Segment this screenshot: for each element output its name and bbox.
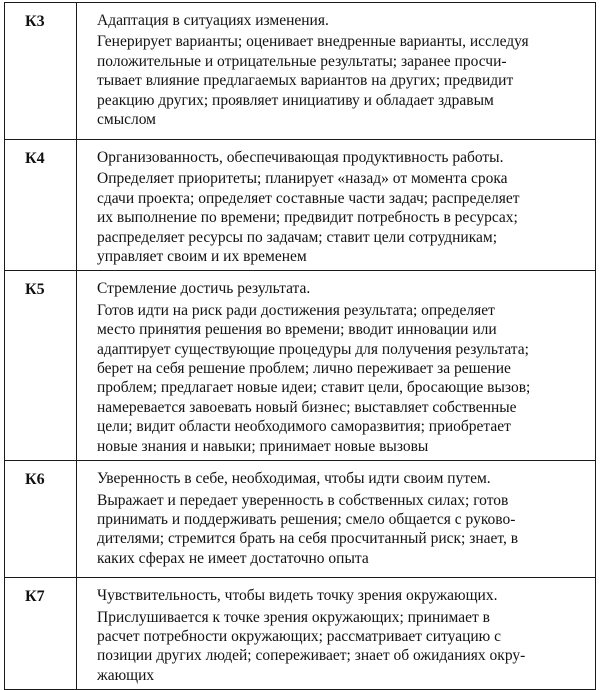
description-line: управляет своим и их временем: [97, 248, 307, 266]
competency-text: [77, 578, 596, 690]
description-line: адаптирует существующие процедуры для получения результата;: [97, 340, 529, 358]
description-line: новые знания и навыки; принимает новые вызовы: [97, 437, 429, 455]
description-line: проблем; предлагает новые идеи; ставит цели, бросающие вызов;: [97, 379, 531, 397]
competency-table: [4, 2, 596, 690]
competency-code: К5: [5, 271, 77, 461]
competency-text: [77, 271, 596, 461]
description-line: берет на себя решение проблем; лично переживает за решение: [97, 360, 511, 378]
description-line: Готов идти на риск ради достижения результата; определяет: [97, 301, 495, 319]
competency-heading: Чувствительность, чтобы видеть точку зрения окружающих.: [97, 587, 498, 605]
table-row: [5, 271, 596, 461]
description-line: Выражает и передает уверенность в собственных силах; готов: [97, 491, 509, 509]
table-row: [5, 140, 596, 271]
competency-code: К7: [5, 578, 77, 690]
table-row: [5, 3, 596, 140]
description-line: место принятия решения во времени; вводит инновации или: [97, 321, 497, 339]
competency-heading: Организованность, обеспечивающая продуктивность работы.: [97, 149, 504, 166]
description-line: позиции других людей; сопереживает; знает об ожиданиях окру-: [97, 647, 526, 665]
competency-code: К4: [5, 140, 77, 271]
competency-description: [97, 32, 587, 129]
description-line: Генерирует варианты; оценивает внедренные варианты, исследуя: [97, 33, 529, 51]
description-line: смыслом: [97, 111, 156, 129]
competency-description: [97, 169, 587, 266]
description-line: их выполнение по времени; предвидит потребность в ресурсах;: [97, 209, 518, 227]
description-line: положительные и отрицательные результаты; заранее просчи-: [97, 52, 507, 70]
description-line: цели; видит области необходимого саморазвития; приобретает: [97, 418, 511, 436]
description-line: Прислушивается к точке зрения окружающих; принимает в: [97, 608, 490, 626]
table-row: [5, 461, 596, 578]
competency-heading: Адаптация в ситуациях изменения.: [97, 12, 329, 29]
description-line: распределяет ресурсы по задачам; ставит цели сотрудникам;: [97, 228, 498, 246]
description-line: каких сферах не имеет достаточно опыта: [97, 549, 369, 567]
description-line: дителями; стремится брать на себя просчитанный риск; знает, в: [97, 530, 519, 548]
competency-code: К3: [5, 3, 77, 140]
competency-text: [77, 461, 596, 578]
description-line: реакцию других; проявляет инициативу и обладает здравым: [97, 91, 494, 109]
description-line: расчет потребности окружающих; рассматривает ситуацию с: [97, 627, 501, 645]
description-line: Определяет приоритеты; планирует «назад» от момента срока: [97, 170, 508, 188]
competency-text: [77, 140, 596, 271]
description-line: принимать и поддерживать решения; смело общается с руково-: [97, 510, 516, 528]
competency-description: [97, 491, 587, 569]
description-line: тывает влияние предлагаемых вариантов на других; предвидит: [97, 72, 514, 90]
competency-description: [97, 301, 587, 456]
competency-description: [97, 608, 587, 686]
description-line: жающих: [97, 666, 155, 684]
competency-heading: Стремление достичь результата.: [97, 280, 311, 298]
table-row: [5, 578, 596, 690]
competency-heading: Уверенность в себе, необходимая, чтобы идти своим путем.: [97, 470, 491, 488]
competency-code: К6: [5, 461, 77, 578]
competency-text: [77, 3, 596, 140]
description-line: сдачи проекта; определяет составные части задач; распределяет: [97, 189, 520, 207]
description-line: намеревается завоевать новый бизнес; выставляет собственные: [97, 398, 517, 416]
